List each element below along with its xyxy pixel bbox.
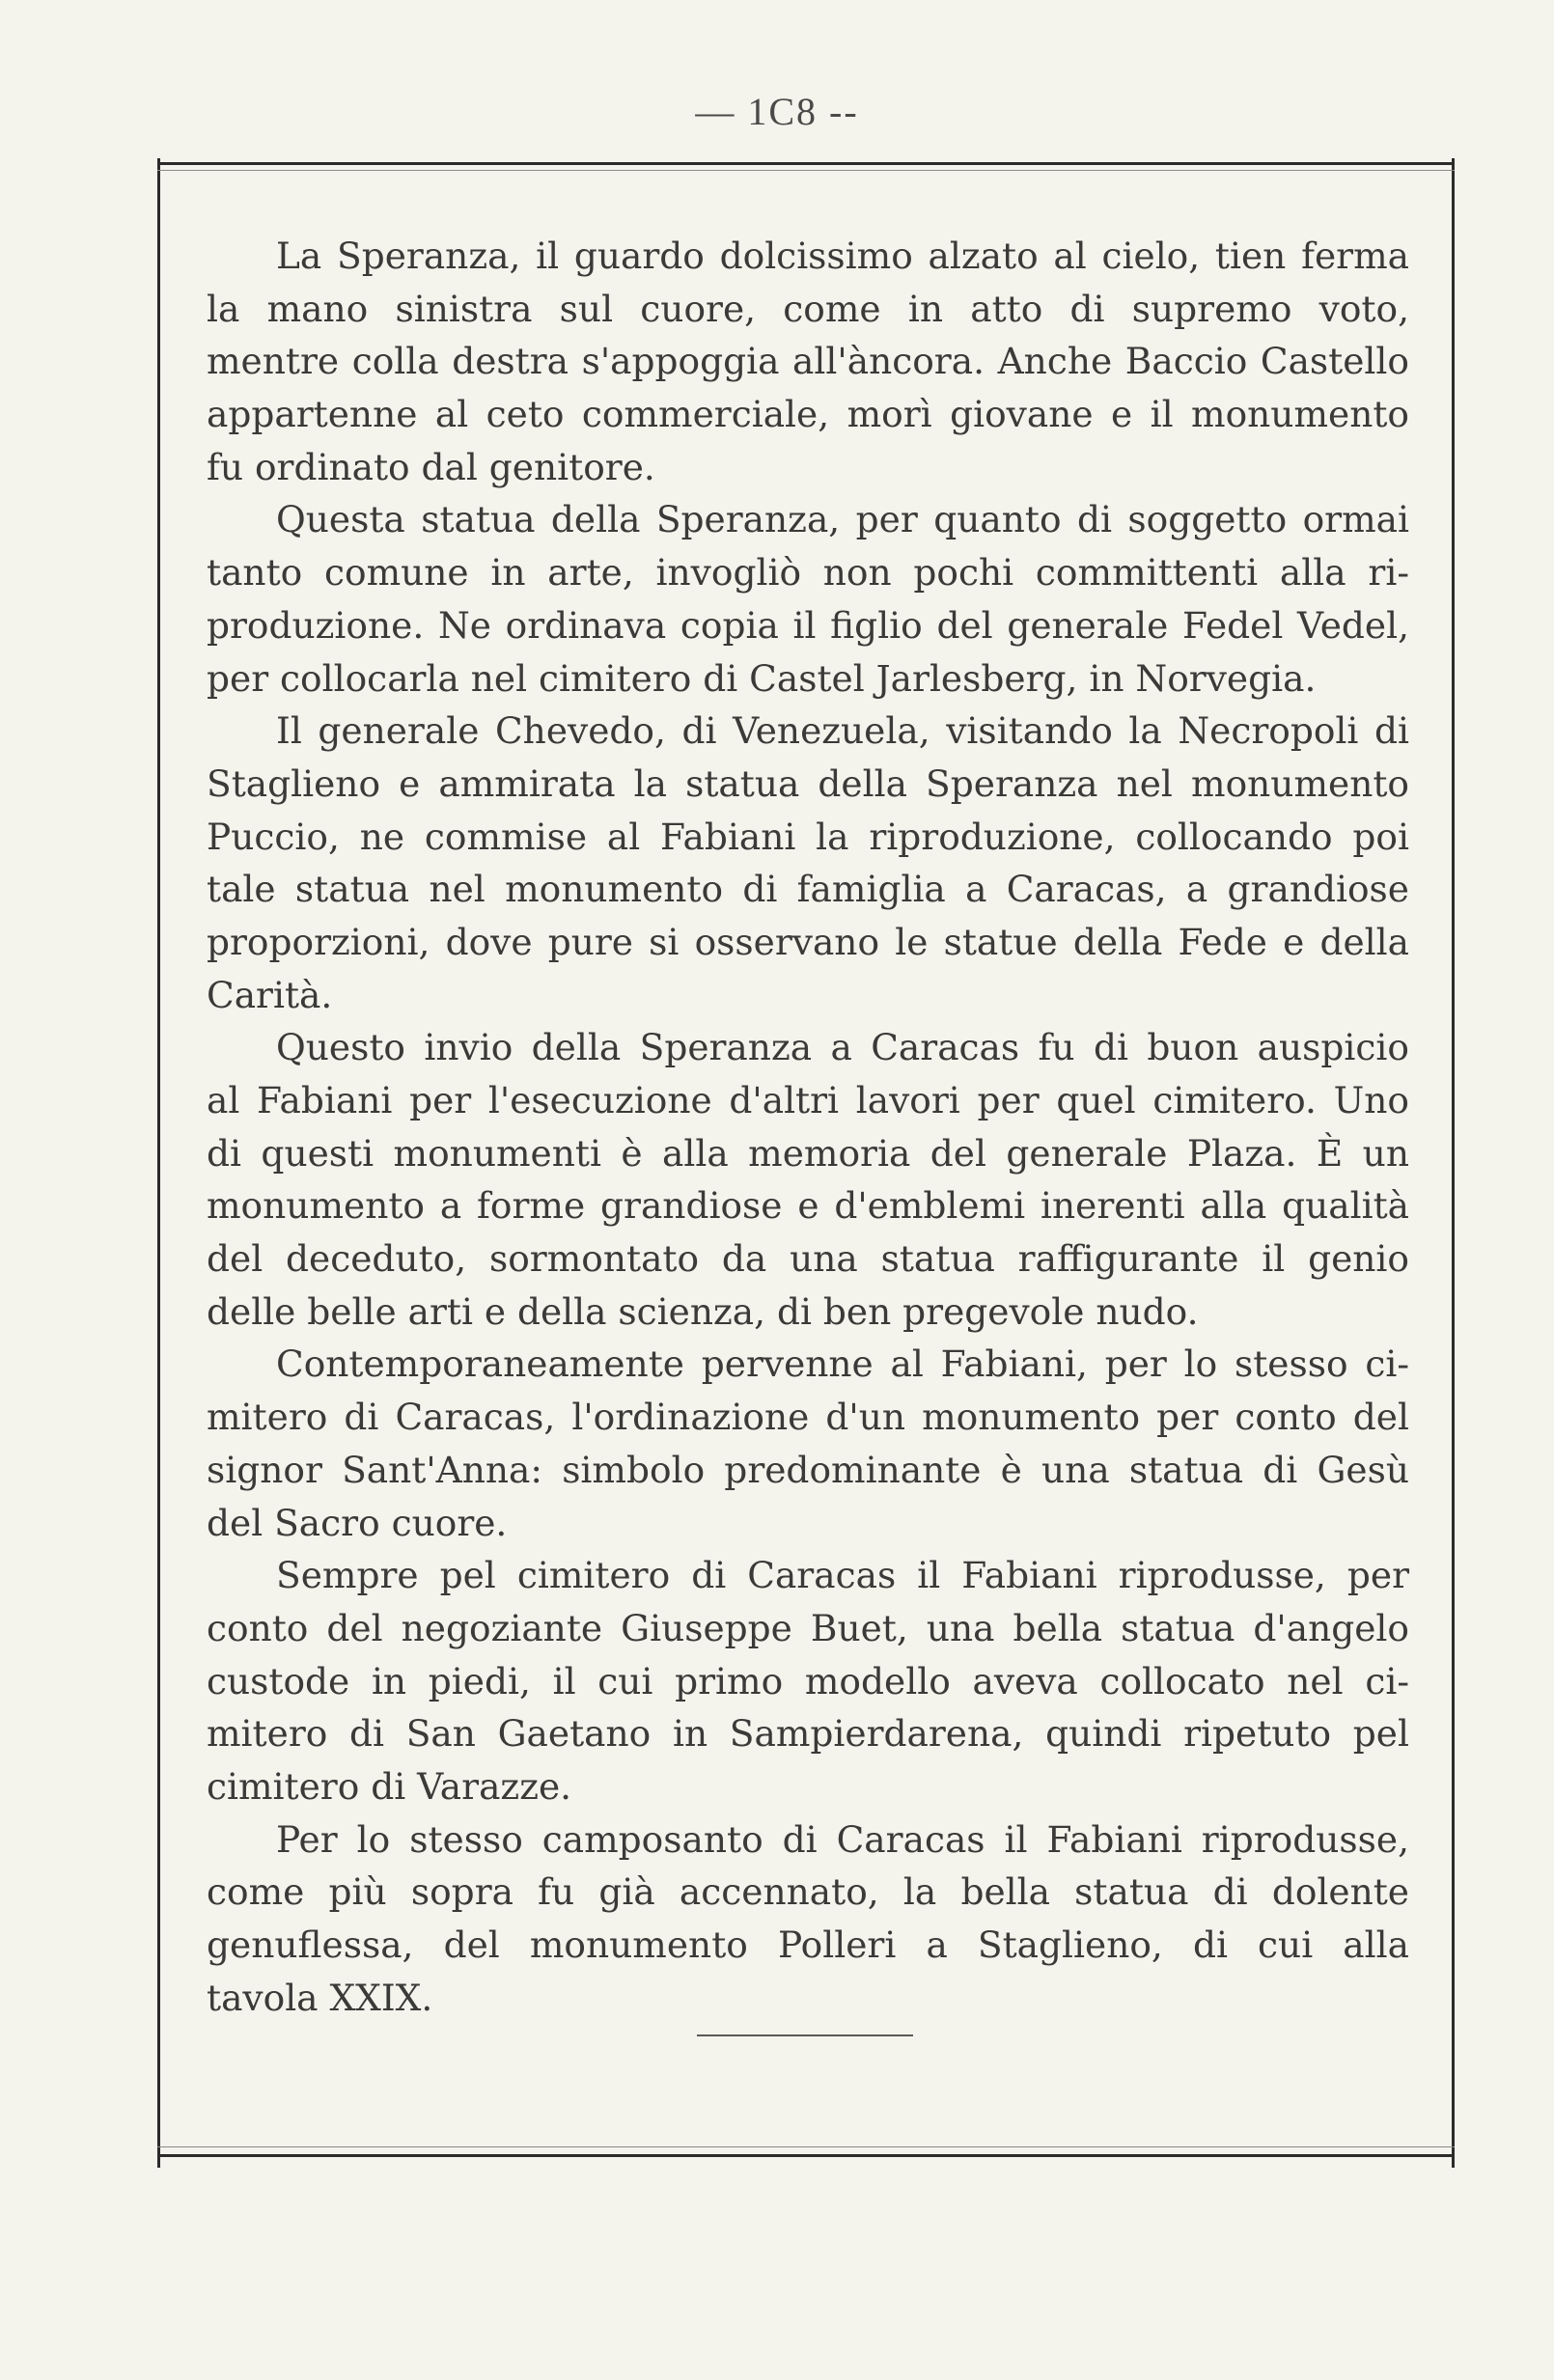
text-line: cimitero di Varazze.: [207, 1764, 572, 1808]
text-line: tale statua nel monumento di famiglia a Caracas, a grandiose: [207, 868, 1409, 911]
frame-bottom-rule: [157, 2154, 1455, 2157]
text-line: del deceduto, sormontato da una statua raffigurante il genio: [207, 1237, 1409, 1281]
text-line: mentre colla destra s'appoggia all'àncora. Anche Baccio Castello: [207, 340, 1409, 383]
frame-top-thin-rule: [157, 170, 1455, 171]
text-line: conto del negoziante Giuseppe Buet, una bella statua d'angelo: [207, 1606, 1409, 1649]
text-line: mitero di San Gaetano in Sampierdarena, quindi ripetuto pel: [207, 1712, 1409, 1756]
text-line: signor Sant'Anna: simbolo predominante è una statua di Gesù: [207, 1448, 1409, 1491]
text-line: Staglieno e ammirata la statua della Speranza nel monumento: [207, 761, 1409, 805]
closing-rule: [697, 2034, 913, 2036]
text-line: tavola XXIX.: [207, 1976, 433, 2019]
text-line: per collocarla nel cimitero di Castel Jarlesberg, in Norvegia.: [207, 656, 1317, 700]
text-line: genuflessa, del monumento Polleri a Staglieno, di cui alla: [207, 1923, 1409, 1966]
text-line: appartenne al ceto commerciale, morì giovane e il monumento: [207, 393, 1409, 436]
text-line: mitero di Caracas, l'ordinazione d'un monumento per conto del: [207, 1396, 1409, 1439]
text-line: Questa statua della Speranza, per quanto di soggetto ormai: [276, 498, 1409, 541]
text-line: delle belle arti e della scienza, di ben pregevole nudo.: [207, 1289, 1199, 1333]
text-line: La Speranza, il guardo dolcissimo alzato al cielo, tien ferma: [276, 235, 1409, 277]
text-line: Carità.: [207, 973, 333, 1016]
text-line: Contemporaneamente pervenne al Fabiani, per lo stesso ci-: [276, 1342, 1409, 1386]
text-line: fu ordinato dal genitore.: [207, 445, 655, 488]
text-line: proporzioni, dove pure si osservano le statue della Fede e della: [207, 920, 1409, 963]
text-line: Puccio, ne commise al Fabiani la riproduzione, collocando poi: [207, 815, 1409, 858]
text-line: monumento a forme grandiose e d'emblemi inerenti alla qualità: [207, 1184, 1409, 1228]
text-line: tanto comune in arte, invogliò non pochi committenti alla ri-: [207, 551, 1409, 595]
text-line: del Sacro cuore.: [207, 1501, 508, 1544]
text-line: Questo invio della Speranza a Caracas fu di buon auspicio: [276, 1026, 1409, 1069]
text-line: come più sopra fu già accennato, la bella statua di dolente: [207, 1870, 1409, 1914]
page-number: — 1C8 --: [695, 90, 859, 133]
text-line: Il generale Chevedo, di Venezuela, visitando la Necropoli di: [276, 709, 1409, 753]
frame-bottom-thin-rule: [157, 2146, 1455, 2147]
text-line: produzione. Ne ordinava copia il figlio del generale Fedel Vedel,: [207, 603, 1409, 647]
text-line: Sempre pel cimitero di Caracas il Fabiani riprodusse, per: [276, 1554, 1409, 1597]
text-line: al Fabiani per l'esecuzione d'altri lavori per quel cimitero. Uno: [207, 1079, 1409, 1121]
text-line: Per lo stesso camposanto di Caracas il Fabiani riprodusse,: [276, 1817, 1409, 1861]
text-line: custode in piedi, il cui primo modello aveva collocato nel ci-: [207, 1659, 1409, 1702]
frame-top-rule: [157, 162, 1455, 165]
text-line: la mano sinistra sul cuore, come in atto di supremo voto,: [207, 287, 1409, 330]
text-line: di questi monumenti è alla memoria del generale Plaza. È un: [207, 1131, 1409, 1175]
body-text: [207, 230, 1409, 2024]
